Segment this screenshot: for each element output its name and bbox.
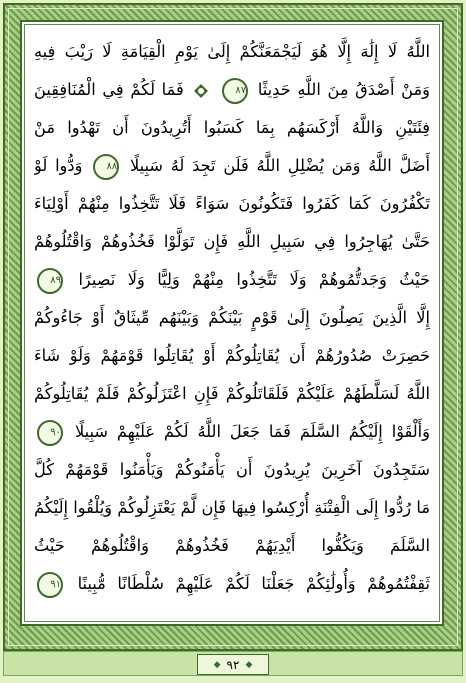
ayah-marker: ٩١ bbox=[37, 572, 63, 598]
line-15: ثَقِفْتُمُوهُمْ وَأُولَٰئِكُمْ جَعَلْنَا لَكُمْ عَلَيْهِمْ سُلْطَانًا مُّبِينًا ٩١ bbox=[34, 566, 430, 602]
page-number-box bbox=[197, 654, 269, 675]
line-10: اللَّهُ لَسَلَّطَهُمْ عَلَيْكُمْ فَلَقَاتَلُوكُمْ فَإِنِ اعْتَزَلُوكُمْ فَلَمْ يُقَاتِلُوكُمْ bbox=[34, 384, 430, 403]
ayah-marker: ٨٩ bbox=[37, 268, 63, 294]
sajda-diamond-icon bbox=[194, 84, 208, 98]
line-1: اللَّهُ لَا إِلَٰهَ إِلَّا هُوَ لَيَجْمَعَنَّكُمْ إِلَىٰ يَوْمِ الْقِيَامَةِ لَا رَيْبَ فِيهِ bbox=[34, 42, 430, 61]
ayah-marker: ٨٧ bbox=[222, 78, 248, 104]
line-7: حَيْثُ وَجَدتُّمُوهُمْ وَلَا تَتَّخِذُوا مِنْهُمْ وَلِيًّا وَلَا نَصِيرًا ٨٩ bbox=[34, 262, 430, 298]
text-panel bbox=[20, 20, 444, 626]
line-4: أَضَلَّ اللَّهُ وَمَن يُضْلِلِ اللَّهُ فَلَن تَجِدَ لَهُ سَبِيلًا ٨٨ وَدُّوا لَوْ bbox=[34, 148, 430, 184]
line-5: تَكْفُرُونَ كَمَا كَفَرُوا فَتَكُونُونَ سَوَاءً فَلَا تَتَّخِذُوا مِنْهُمْ أَوْلِيَاءَ bbox=[34, 194, 430, 213]
arrow-left-icon[interactable]: ◆ bbox=[245, 659, 253, 670]
line-3: فِئَتَيْنِ وَاللَّهُ أَرْكَسَهُم بِمَا كَسَبُوا أَتُرِيدُونَ أَن تَهْدُوا مَنْ bbox=[34, 118, 430, 137]
line-14: السَّلَمَ وَيَكُفُّوا أَيْدِيَهُمْ فَخُذُوهُمْ وَاقْتُلُوهُمْ حَيْثُ bbox=[34, 536, 430, 555]
line-11: وَأَلْقَوْا إِلَيْكُمُ السَّلَمَ فَمَا جَعَلَ اللَّهُ لَكُمْ عَلَيْهِمْ سَبِيلًا ٩٠ bbox=[34, 414, 430, 450]
line-13: مَا رُدُّوا إِلَى الْفِتْنَةِ أُرْكِسُوا فِيهَا فَإِن لَّمْ يَعْتَزِلُوكُمْ وَيُلْقُوا إِلَيْكُمُ bbox=[34, 498, 430, 517]
line-6: حَتَّىٰ يُهَاجِرُوا فِي سَبِيلِ اللَّهِ فَإِن تَوَلَّوْا فَخُذُوهُمْ وَاقْتُلُوهُمْ bbox=[34, 232, 430, 251]
arrow-right-icon[interactable]: ◆ bbox=[213, 659, 221, 670]
ayah-marker: ٨٨ bbox=[93, 154, 119, 180]
line-2: وَمَنْ أَصْدَقُ مِنَ اللَّهِ حَدِيثًا ٨٧ فَمَا لَكُمْ فِي الْمُنَافِقِينَ bbox=[34, 72, 430, 108]
line-12: سَتَجِدُونَ آخَرِينَ يُرِيدُونَ أَن يَأْمَنُوكُمْ وَيَأْمَنُوا قَوْمَهُمْ كُلَّ bbox=[34, 460, 430, 479]
line-8: إِلَّا الَّذِينَ يَصِلُونَ إِلَىٰ قَوْمٍ بَيْنَكُمْ وَبَيْنَهُم مِّيثَاقٌ أَوْ جَاءُوكُمْ bbox=[34, 308, 430, 327]
page-footer bbox=[3, 651, 463, 676]
line-9: حَصِرَتْ صُدُورُهُمْ أَن يُقَاتِلُوكُمْ أَوْ يُقَاتِلُوا قَوْمَهُمْ وَلَوْ شَاءَ bbox=[34, 346, 430, 365]
page-number: ٩٢ bbox=[226, 657, 240, 672]
ayah-marker: ٩٠ bbox=[37, 420, 63, 446]
